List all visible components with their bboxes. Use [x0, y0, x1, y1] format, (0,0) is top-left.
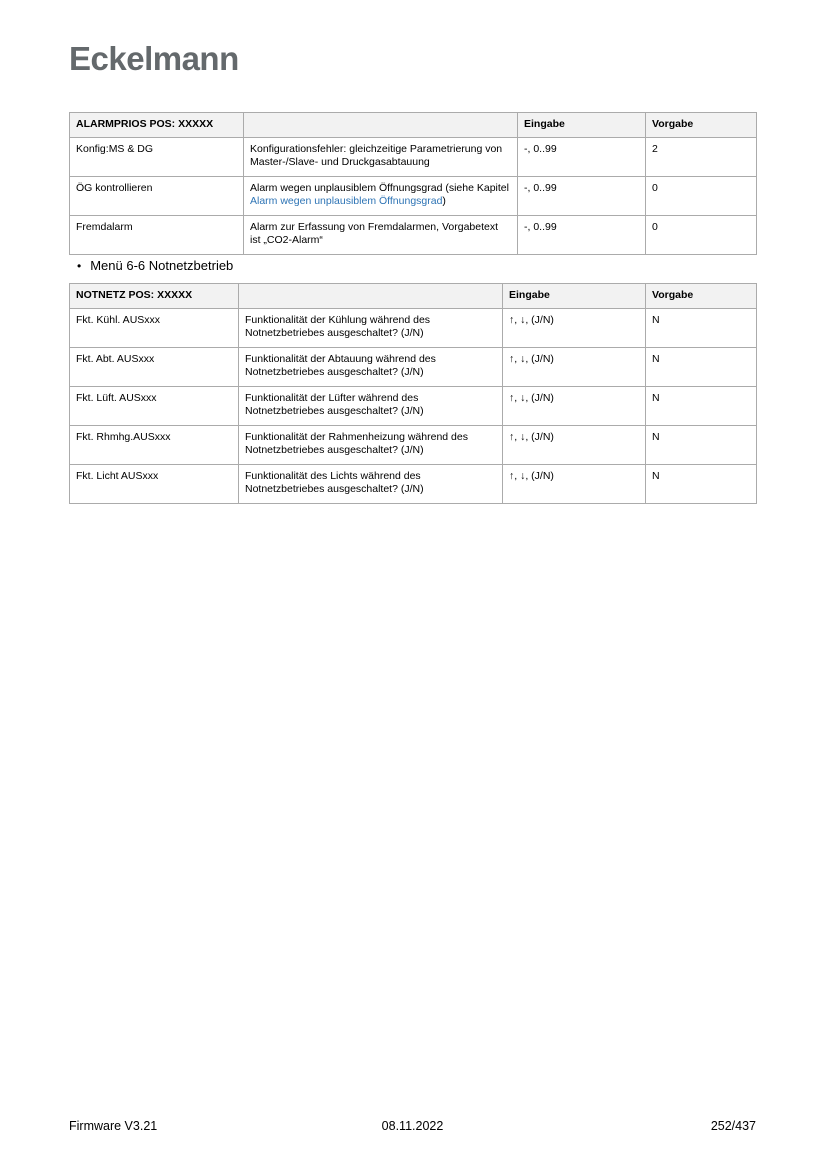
section-bullet-line: [77, 258, 233, 274]
footer-page-number: 252/437: [710, 1119, 756, 1133]
table-row: [70, 216, 757, 255]
description-cell: [244, 177, 518, 216]
vorgabe-cell: N: [646, 426, 757, 465]
vorgabe-cell: 0: [646, 216, 757, 255]
table-row: [70, 387, 757, 426]
description-cell: Konfigurationsfehler: gleichzeitige Parametrierung von Master-/Slave- und Druckgasabtauung: [244, 138, 518, 177]
table-header-row: [70, 284, 757, 309]
param-name-cell: Fkt. Abt. AUSxxx: [70, 348, 239, 387]
eingabe-cell: ↑, ↓, (J/N): [503, 465, 646, 504]
table-row: [70, 426, 757, 465]
eingabe-cell: ↑, ↓, (J/N): [503, 348, 646, 387]
alarmprios-title-header: ALARMPRIOS POS: XXXXX: [70, 113, 244, 138]
eingabe-cell: ↑, ↓, (J/N): [503, 309, 646, 348]
param-name-cell: Fkt. Kühl. AUSxxx: [70, 309, 239, 348]
notnetz-title-header: NOTNETZ POS: XXXXX: [70, 284, 239, 309]
eingabe-cell: -, 0..99: [518, 177, 646, 216]
param-name-cell: Fkt. Lüft. AUSxxx: [70, 387, 239, 426]
param-name-cell: Fremdalarm: [70, 216, 244, 255]
footer-date: 08.11.2022: [381, 1119, 444, 1133]
eingabe-cell: -, 0..99: [518, 138, 646, 177]
description-cell: Funktionalität der Kühlung während des Notnetzbetriebes ausgeschaltet? (J/N): [239, 309, 503, 348]
table-row: [70, 465, 757, 504]
vorgabe-cell: N: [646, 387, 757, 426]
eingabe-cell: ↑, ↓, (J/N): [503, 426, 646, 465]
eingabe-cell: -, 0..99: [518, 216, 646, 255]
empty-header: [239, 284, 503, 309]
param-name-cell: Fkt. Rhmhg.AUSxxx: [70, 426, 239, 465]
table-row: [70, 177, 757, 216]
description-cell: Funktionalität des Lichts während des Notnetzbetriebes ausgeschaltet? (J/N): [239, 465, 503, 504]
table-row: [70, 309, 757, 348]
description-cell: Alarm zur Erfassung von Fremdalarmen, Vorgabetext ist „CO2-Alarm“: [244, 216, 518, 255]
eingabe-cell: ↑, ↓, (J/N): [503, 387, 646, 426]
param-name-cell: ÖG kontrollieren: [70, 177, 244, 216]
section-bullet-label: Menü 6-6 Notnetzbetrieb: [90, 258, 234, 273]
eingabe-header: Eingabe: [518, 113, 646, 138]
footer-firmware-version: Firmware V3.21: [69, 1119, 158, 1133]
chapter-link[interactable]: Alarm wegen unplausiblem Öffnungsgrad: [250, 195, 443, 207]
vorgabe-header: Vorgabe: [646, 284, 757, 309]
param-name-cell: Fkt. Licht AUSxxx: [70, 465, 239, 504]
vorgabe-cell: N: [646, 348, 757, 387]
bullet-icon: •: [77, 259, 82, 273]
table-row: [70, 348, 757, 387]
param-name-cell: Konfig:MS & DG: [70, 138, 244, 177]
description-cell: Funktionalität der Lüfter während des Notnetzbetriebes ausgeschaltet? (J/N): [239, 387, 503, 426]
vorgabe-cell: 0: [646, 177, 757, 216]
description-cell: Funktionalität der Abtauung während des Notnetzbetriebes ausgeschaltet? (J/N): [239, 348, 503, 387]
empty-header: [244, 113, 518, 138]
description-text: ): [442, 195, 446, 207]
description-text: Alarm wegen unplausiblem Öffnungsgrad (siehe Kapitel: [250, 182, 509, 194]
table-header-row: [70, 113, 757, 138]
alarmprios-table: [69, 112, 757, 255]
vorgabe-cell: N: [646, 465, 757, 504]
table-row: [70, 138, 757, 177]
eingabe-header: Eingabe: [503, 284, 646, 309]
vorgabe-header: Vorgabe: [646, 113, 757, 138]
description-cell: Funktionalität der Rahmenheizung während des Notnetzbetriebes ausgeschaltet? (J/N): [239, 426, 503, 465]
vorgabe-cell: 2: [646, 138, 757, 177]
eckelmann-logo: Eckelmann: [69, 40, 239, 77]
vorgabe-cell: N: [646, 309, 757, 348]
notnetz-table: [69, 283, 757, 504]
